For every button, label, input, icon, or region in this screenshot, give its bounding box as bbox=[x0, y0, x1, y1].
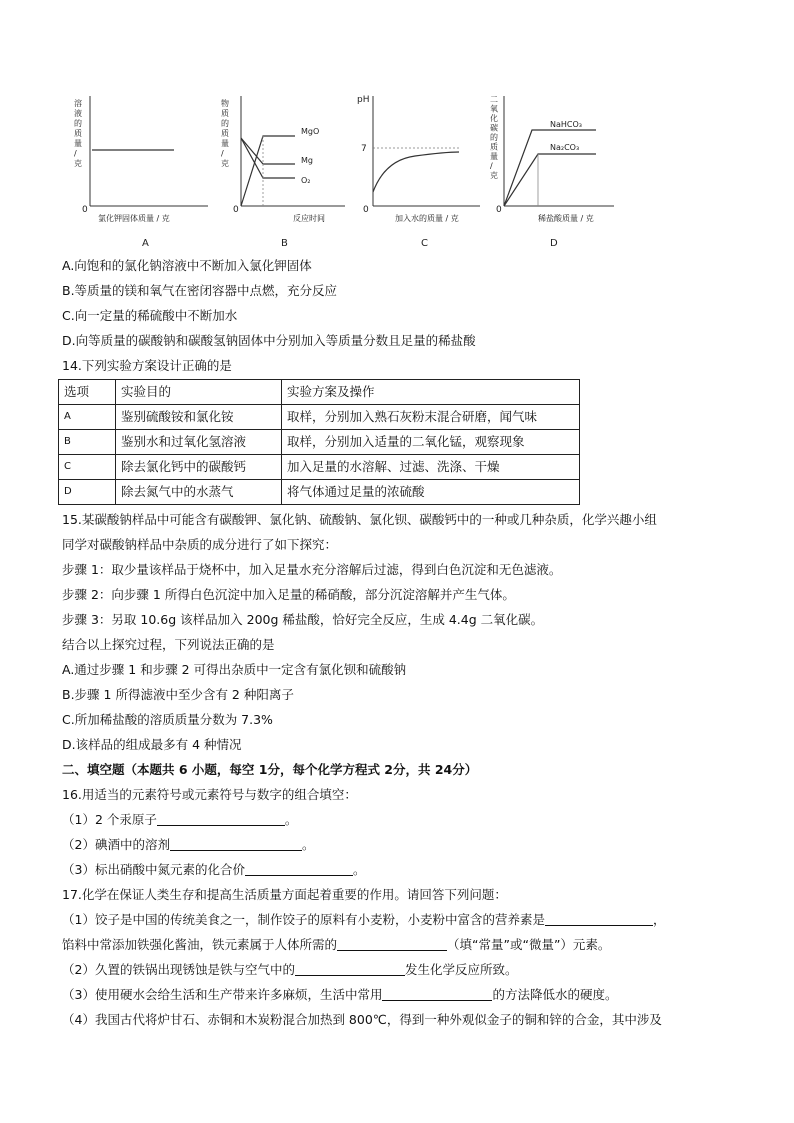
q15-step1: 步骤 1：取少量该样品于烧杯中，加入足量水充分溶解后过滤，得到白色沉淀和无色滤液。 bbox=[62, 562, 562, 577]
q17-part3-text: （3）使用硬水会给生活和生产带来许多麻烦，生活中常用 bbox=[62, 987, 383, 1002]
q15-step2: 步骤 2：向步骤 1 所得白色沉淀中加入足量的稀硝酸，部分沉淀溶解并产生气体。 bbox=[62, 587, 515, 602]
q16-item-3-end: 。 bbox=[352, 862, 366, 877]
q15-stem-line2: 同学对碳酸钠样品中杂质的成分进行了如下探究： bbox=[62, 537, 338, 552]
graph-b bbox=[215, 88, 350, 248]
graph-c-svg bbox=[355, 88, 490, 248]
y-axis-label-char: 液 bbox=[74, 109, 82, 118]
answer-blank[interactable] bbox=[382, 987, 492, 1001]
graph-a-svg bbox=[62, 88, 212, 248]
q17-part4: （4）我国古代将炉甘石、赤铜和木炭粉混合加热到 800℃，得到一种外观似金子的铜和锌的合金，其中涉及 bbox=[62, 1012, 662, 1027]
curve-ph bbox=[373, 152, 459, 192]
y-axis-label-char: 质 bbox=[74, 129, 82, 138]
y-axis-label-char: 化 bbox=[490, 114, 498, 123]
x-axis-label: 稀盐酸质量 / 克 bbox=[538, 214, 594, 223]
cell-method: 加入足量的水溶解、过滤、洗涤、干燥 bbox=[282, 455, 580, 480]
q16-item-2-text: （2）碘酒中的溶剂 bbox=[62, 837, 170, 852]
q15-option-b: B.步骤 1 所得滤液中至少含有 2 种阳离子 bbox=[62, 687, 294, 702]
x-axis-label: 氯化钾固体质量 / 克 bbox=[98, 214, 170, 223]
origin-label: 0 bbox=[82, 205, 88, 215]
label-mg: Mg bbox=[301, 156, 313, 165]
cell-option: B bbox=[59, 430, 116, 455]
graph-letter: C bbox=[421, 238, 428, 248]
q16-item-3 bbox=[62, 861, 365, 879]
y-axis-label-char: / bbox=[490, 161, 493, 171]
x-axis-label: 加入水的质量 / 克 bbox=[395, 214, 459, 223]
y-axis-label-char: 碳 bbox=[490, 123, 498, 133]
y-axis-label-char: 氧 bbox=[490, 104, 498, 114]
q14-stem: 14.下列实验方案设计正确的是 bbox=[62, 358, 232, 373]
answer-blank[interactable] bbox=[245, 862, 353, 876]
cell-purpose: 鉴别硫酸铵和氯化铵 bbox=[116, 405, 282, 430]
label-o2: O₂ bbox=[301, 176, 311, 185]
curve-na2co3 bbox=[504, 154, 596, 206]
q15-option-d: D.该样品的组成最多有 4 种情况 bbox=[62, 737, 242, 752]
tick-7: 7 bbox=[361, 144, 367, 154]
table-row bbox=[59, 480, 580, 505]
y-axis-label-char: 克 bbox=[221, 159, 229, 168]
origin-label: 0 bbox=[363, 205, 369, 215]
y-axis-label-char: 的 bbox=[221, 119, 229, 128]
q17-stem: 17.化学在保证人类生存和提高生活质量方面起着重要的作用。请回答下列问题： bbox=[62, 887, 507, 902]
q16-item-3-text: （3）标出硝酸中氮元素的化合价 bbox=[62, 862, 245, 877]
q16-stem: 16.用适当的元素符号或元素符号与数字的组合填空： bbox=[62, 787, 357, 802]
y-axis-label: pH bbox=[357, 95, 370, 105]
q17-part1-b-end: （填“常量”或“微量”）元素。 bbox=[447, 937, 611, 952]
graph-letter: A bbox=[142, 238, 149, 248]
y-axis-label-char: 物 bbox=[221, 99, 229, 108]
label-nahco3: NaHCO₃ bbox=[550, 120, 582, 129]
q17-part1-b bbox=[62, 936, 610, 954]
q13-option-b: B.等质量的镁和氧气在密闭容器中点燃，充分反应 bbox=[62, 283, 338, 298]
y-axis-label-char: / bbox=[221, 149, 224, 158]
q17-part1-a bbox=[62, 911, 665, 929]
y-axis-label-char: 克 bbox=[490, 171, 498, 180]
q15-step3: 步骤 3：另取 10.6g 该样品加入 200g 稀盐酸，恰好完全反应，生成 4.4g 二氧化碳。 bbox=[62, 612, 544, 627]
y-axis-label-char: 量 bbox=[74, 139, 82, 148]
y-axis-label-char: 克 bbox=[74, 159, 82, 168]
cell-purpose: 除去氮气中的水蒸气 bbox=[116, 480, 282, 505]
answer-blank[interactable] bbox=[170, 837, 302, 851]
table-header-row bbox=[59, 380, 580, 405]
curve-mg bbox=[241, 138, 295, 164]
y-axis-label-char: 量 bbox=[221, 139, 229, 148]
y-axis-label-char: 质 bbox=[490, 142, 498, 152]
header-option: 选项 bbox=[59, 380, 116, 405]
cell-method: 将气体通过足量的浓硫酸 bbox=[282, 480, 580, 505]
y-axis-label-char: 二 bbox=[490, 95, 498, 104]
q13-option-c: C.向一定量的稀硫酸中不断加水 bbox=[62, 308, 238, 323]
table-row bbox=[59, 455, 580, 480]
q15-ask: 结合以上探究过程，下列说法正确的是 bbox=[62, 637, 275, 652]
cell-purpose: 鉴别水和过氧化氢溶液 bbox=[116, 430, 282, 455]
q17-part3-end: 的方法降低水的硬度。 bbox=[492, 987, 618, 1002]
q16-item-1-text: （1）2 个汞原子 bbox=[62, 812, 157, 827]
graph-d bbox=[488, 88, 618, 248]
header-method: 实验方案及操作 bbox=[282, 380, 580, 405]
q16-item-2-end: 。 bbox=[301, 837, 315, 852]
cell-method: 取样，分别加入适量的二氧化锰，观察现象 bbox=[282, 430, 580, 455]
curve-nahco3 bbox=[504, 130, 596, 206]
graph-c bbox=[355, 88, 490, 248]
q17-part2 bbox=[62, 961, 517, 979]
cell-method: 取样，分别加入熟石灰粉末混合研磨，闻气味 bbox=[282, 405, 580, 430]
q16-item-1 bbox=[62, 811, 297, 829]
answer-blank[interactable] bbox=[545, 912, 653, 926]
graph-a bbox=[62, 88, 212, 248]
graph-letter: D bbox=[550, 238, 558, 248]
q15-stem-line1: 15.某碳酸钠样品中可能含有碳酸钾、氯化钠、硫酸钠、氯化钡、碳酸钙中的一种或几种杂质，化学兴趣小组 bbox=[62, 512, 657, 527]
answer-blank[interactable] bbox=[157, 812, 285, 826]
q17-part1-b-text: 馅料中常添加铁强化酱油，铁元素属于人体所需的 bbox=[62, 937, 338, 952]
origin-label: 0 bbox=[233, 205, 239, 215]
q16-item-1-end: 。 bbox=[284, 812, 298, 827]
q17-part1-a-text: （1）饺子是中国的传统美食之一，制作饺子的原料有小麦粉，小麦粉中富含的营养素是 bbox=[62, 912, 545, 927]
q15-option-a: A.通过步骤 1 和步骤 2 可得出杂质中一定含有氯化钡和硫酸钠 bbox=[62, 662, 407, 677]
q13-option-d: D.向等质量的碳酸钠和碳酸氢钠固体中分别加入等质量分数且足量的稀盐酸 bbox=[62, 333, 476, 348]
q16-item-2 bbox=[62, 836, 314, 854]
header-purpose: 实验目的 bbox=[116, 380, 282, 405]
graph-letter: B bbox=[281, 238, 288, 248]
cell-option: C bbox=[59, 455, 116, 480]
q14-table bbox=[58, 379, 580, 505]
graph-b-svg bbox=[215, 88, 350, 248]
y-axis-label-char: 质 bbox=[221, 129, 229, 138]
table-row bbox=[59, 405, 580, 430]
y-axis-label-char: 量 bbox=[490, 152, 498, 161]
curve-mgo bbox=[241, 136, 295, 206]
q17-part2-end: 发生化学反应所致。 bbox=[404, 962, 518, 977]
label-na2co3: Na₂CO₃ bbox=[550, 143, 580, 152]
section-heading: 二、填空题（本题共 6 小题，每空 1分，每个化学方程式 2分，共 24分） bbox=[62, 762, 478, 777]
graph-d-svg bbox=[488, 88, 618, 248]
y-axis-label-char: / bbox=[74, 149, 77, 158]
y-axis-label-char: 溶 bbox=[74, 99, 82, 108]
answer-blank[interactable] bbox=[337, 937, 447, 951]
y-axis-label-char: 的 bbox=[490, 133, 498, 142]
answer-blank[interactable] bbox=[295, 962, 405, 976]
cell-option: D bbox=[59, 480, 116, 505]
q13-option-a: A.向饱和的氯化钠溶液中不断加入氯化钾固体 bbox=[62, 258, 312, 273]
q17-part1-a-end: ， bbox=[652, 912, 666, 927]
q17-part3 bbox=[62, 986, 617, 1004]
y-axis-label-char: 的 bbox=[74, 119, 82, 128]
y-axis-label-char: 质 bbox=[221, 109, 229, 118]
q17-part2-text: （2）久置的铁锅出现锈蚀是铁与空气中的 bbox=[62, 962, 295, 977]
table-row bbox=[59, 430, 580, 455]
x-axis-label: 反应时间 bbox=[293, 214, 325, 223]
cell-purpose: 除去氯化钙中的碳酸钙 bbox=[116, 455, 282, 480]
curve-o2 bbox=[241, 138, 295, 178]
cell-option: A bbox=[59, 405, 116, 430]
origin-label: 0 bbox=[496, 205, 502, 215]
label-mgo: MgO bbox=[301, 127, 320, 136]
q15-option-c: C.所加稀盐酸的溶质质量分数为 7.3% bbox=[62, 712, 273, 727]
